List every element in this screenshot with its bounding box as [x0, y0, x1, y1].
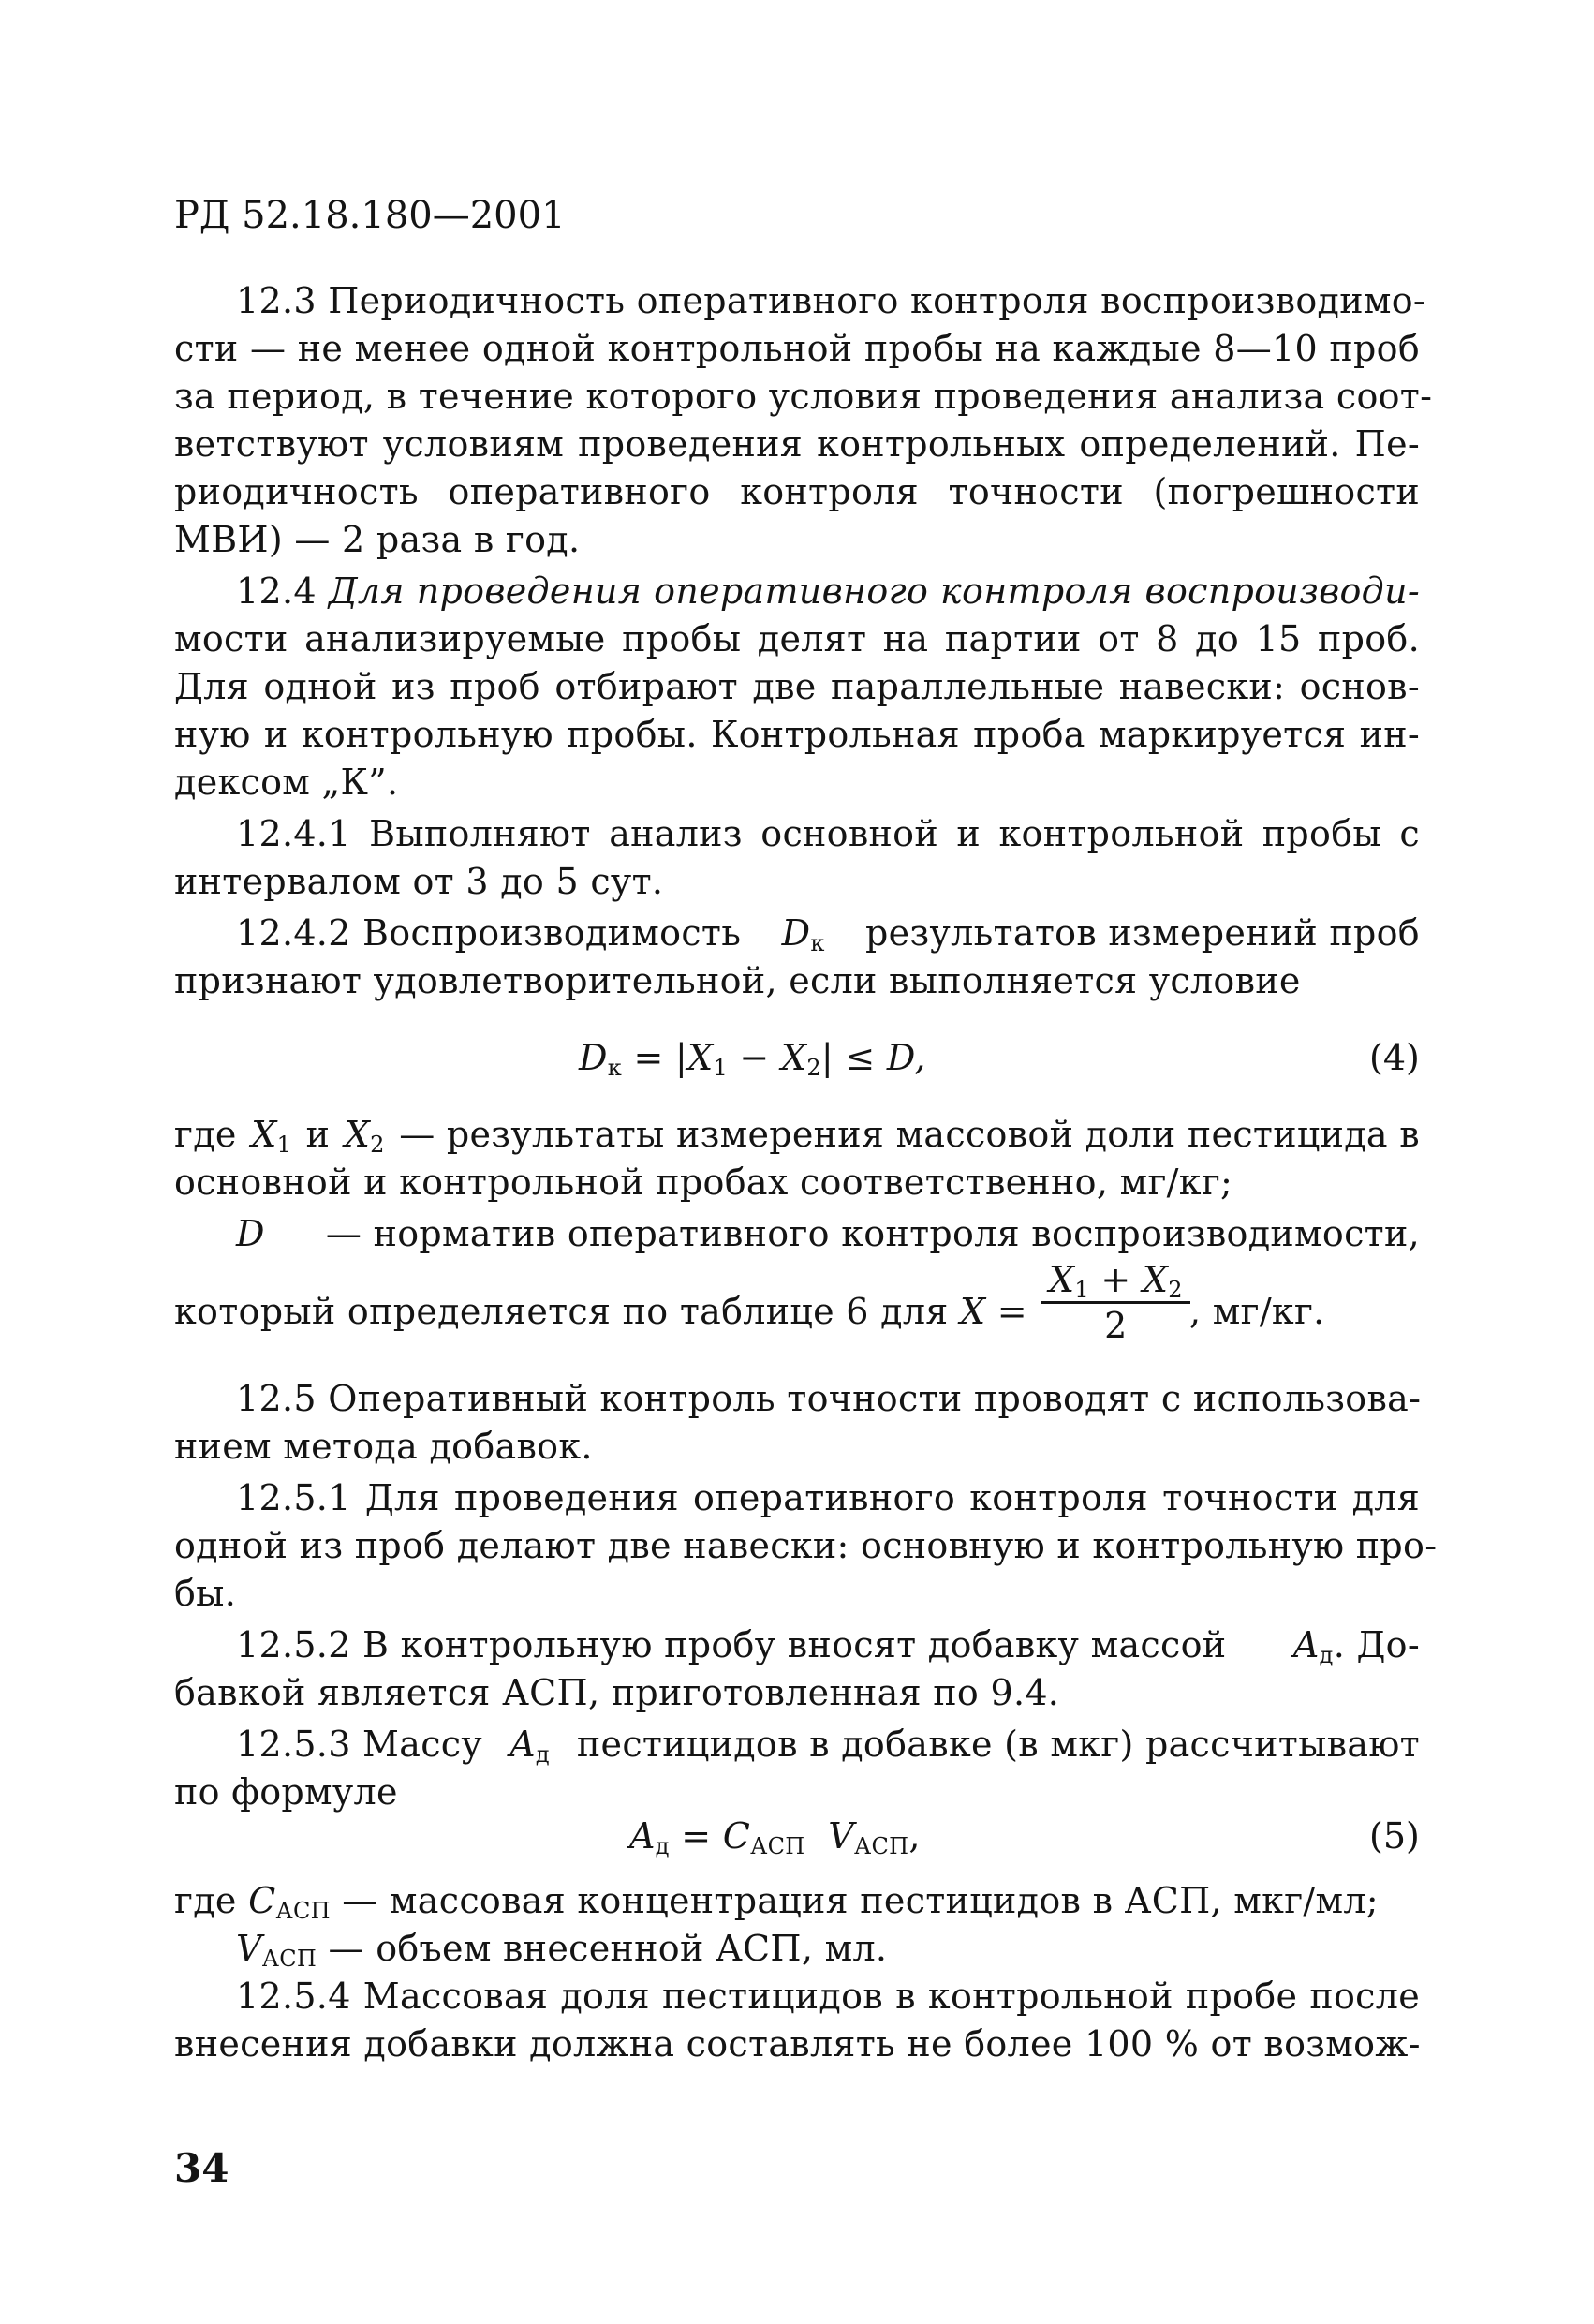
- para-12-5-line-1: 12.5 Оперативный контроль точности проводят с использова-: [236, 1378, 1422, 1419]
- where-4-line-3: D — норматив оперативного контроля воспроизводимости,: [236, 1210, 1420, 1257]
- para-12-3-line-5: риодичность оперативного контроля точности (погрешности: [174, 471, 1420, 512]
- where-4-line-1: где $X_1$ и $X_2$ — результаты измерения массовой доли пестицида в: [174, 1111, 1420, 1158]
- para-12-3-line-3: за период, в течение которого условия проведения анализа соот-: [174, 376, 1433, 417]
- para-12-4-2-line-1: [236, 910, 1420, 956]
- para-12-3-line-1: 12.3 Периодичность оперативного контроля воспроизводимо-: [236, 280, 1426, 321]
- equation-5-number: (5): [1369, 1815, 1420, 1857]
- para-12-4-line-3: Для одной из проб отбирают две параллельные навески: основ-: [174, 666, 1420, 707]
- para-12-5-line-2: нием метода добавок.: [174, 1426, 593, 1467]
- para-12-3-line-4: ветствуют условиям проведения контрольных определений. Пе-: [174, 423, 1420, 465]
- fraction-denominator: 2: [1104, 1305, 1128, 1346]
- para-12-5-1-line-2: одной из проб делают две навески: основную и контрольную про-: [174, 1525, 1438, 1566]
- symbol-d: D: [236, 1213, 265, 1254]
- equation-4-number: (4): [1369, 1037, 1420, 1078]
- document-code-header: РД 52.18.180—2001: [174, 194, 566, 237]
- clause-number-12-4: 12.4: [236, 570, 329, 612]
- para-12-4-line-2: мости анализируемые пробы делят на партии от 8 до 15 проб.: [174, 618, 1420, 659]
- equation-5: $A_д = C_{АСП}$ $V_{АСП}$,: [629, 1815, 921, 1859]
- where-4-line-2: основной и контрольной пробах соответственно, мг/кг;: [174, 1162, 1233, 1203]
- para-12-4-line-1: [236, 568, 1420, 614]
- symbol-ad-2: $A_д$: [509, 1724, 550, 1768]
- where-5-line-2: $V_{АСП}$ — объем внесенной АСП, мл.: [236, 1928, 888, 1972]
- where-4-line-4: который определяется по таблице 6 для X =: [174, 1291, 1027, 1332]
- symbol-x1: $X_1$: [251, 1114, 292, 1158]
- equation-4: $D_к = |X_1 - X_2| \le D$,: [579, 1037, 926, 1081]
- para-12-5-2-line-2: бавкой является АСП, приготовленная по 9.4.: [174, 1672, 1060, 1713]
- symbol-ad: $A_д$. До-: [1292, 1624, 1420, 1668]
- para-12-5-4-line-1: 12.5.4 Массовая доля пестицидов в контрольной пробе после: [236, 1976, 1420, 2017]
- symbol-x2: $X_2$: [344, 1114, 385, 1158]
- para-12-5-3-line-1: 12.5.3 Массу $A_д$ пестицидов в добавке (в мкг) рассчитывают: [236, 1721, 1420, 1768]
- para-12-4-1-line-2: интервалом от 3 до 5 сут.: [174, 861, 664, 902]
- fraction-numerator: $X_1 + X_2$: [1041, 1258, 1190, 1304]
- para-12-4-2-tail: результатов измерений проб: [865, 912, 1420, 954]
- para-12-4-line-5: дексом „К”.: [174, 762, 399, 803]
- para-12-5-4-line-2: внесения добавки должна составлять не более 100 % от возмож-: [174, 2023, 1421, 2065]
- para-12-5-2-line-1: 12.5.2 В контрольную пробу вносят добавку массой $A_д$. До-: [236, 1621, 1420, 1668]
- where-5-line-1: где $C_{АСП}$ — массовая концентрация пестицидов в АСП, мкг/мл;: [174, 1880, 1379, 1924]
- para-12-4-1-line-1: 12.4.1 Выполняют анализ основной и контрольной пробы с: [236, 813, 1420, 854]
- page-number: 34: [174, 2145, 229, 2191]
- symbol-dk: $D_к$: [781, 912, 825, 956]
- fraction-mean-x: [1041, 1258, 1190, 1347]
- para-12-4-2-lead: 12.4.2 Воспроизводимость: [236, 912, 742, 954]
- para-12-5-1-line-3: бы.: [174, 1573, 237, 1614]
- para-12-3-line-2: сти — не менее одной контрольной пробы на каждые 8—10 проб: [174, 328, 1420, 369]
- para-12-4-line-4: ную и контрольную пробы. Контрольная проба маркируется ин-: [174, 714, 1420, 755]
- para-12-5-1-line-1: 12.5.1 Для проведения оперативного контроля точности для: [236, 1477, 1420, 1518]
- where-4-unit: , мг/кг.: [1189, 1291, 1325, 1332]
- para-12-4-italic-text: Для проведения оперативного контроля воспроизводи-: [328, 570, 1420, 612]
- para-12-5-3-line-2: по формуле: [174, 1771, 398, 1813]
- para-12-4-2-line-2: признают удовлетворительной, если выполняется условие: [174, 960, 1301, 1001]
- para-12-3-line-6: МВИ) — 2 раза в год.: [174, 519, 581, 560]
